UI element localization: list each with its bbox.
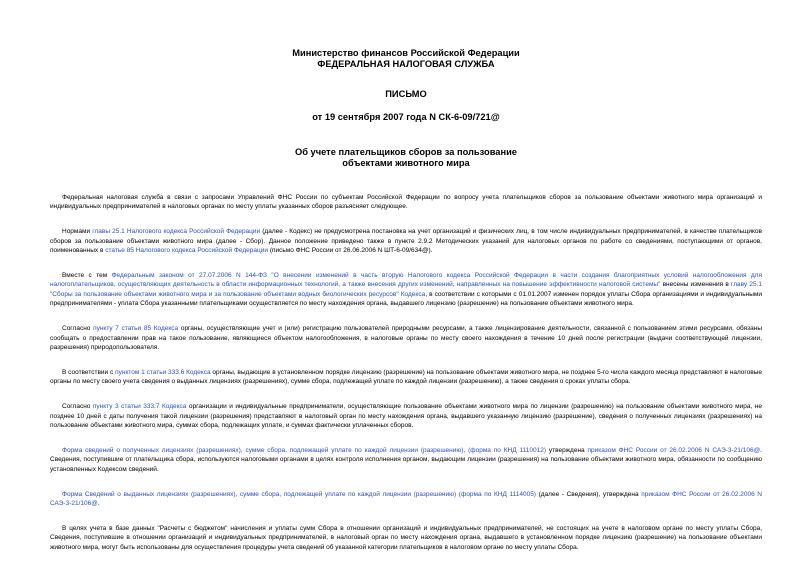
- link-article-85-point-7[interactable]: пункту 7 статьи 85 Кодекса: [93, 325, 179, 333]
- link-fns-order[interactable]: приказом ФНС России от 26.02.2006 N САЭ-3-21/106@: [587, 446, 761, 454]
- document-header: [50, 0, 762, 169]
- paragraph-text: органы, выдающие в установленном порядке лицензию (разрешение) на пользование объектами животного мира, не позднее 5-го числа каждого месяца представляют в налоговые органы по месту своего учета сведения о выданных лицензиях (разрешениях), сумме сбора, подлежащей уплате по каждой лицензии (разрешению), а также сведения о сроках уплаты сбора.: [50, 368, 763, 386]
- service-name: ФЕДЕРАЛЬНАЯ НАЛОГОВАЯ СЛУЖБА: [317, 59, 495, 69]
- paragraph-1: [50, 193, 762, 212]
- link-article-85[interactable]: статье 85 Налогового кодекса Российской Федерации: [105, 247, 269, 255]
- link-form-knd-1110012[interactable]: Форма сведений о полученных лицензиях (разрешениях), сумме сбора, подлежащей уплате по каждой лицензии (разрешению), (форма по КНД 1110012): [62, 446, 546, 454]
- paragraph-8: [50, 490, 762, 509]
- paragraph-text: (далее - Сведения), утверждена: [535, 490, 642, 498]
- paragraph-2: [50, 227, 762, 255]
- document-subject-line-1: Об учете плательщиков сборов за пользование: [295, 147, 517, 157]
- paragraph-3: [50, 271, 762, 309]
- paragraph-text: . Сведения, поступившие от плательщика сбора, используются налоговыми органами в целях контроля исполнения органом, выдающим лицензии (разрешения) на пользование объектами животного мира, обязанности по сообщению установленных Кодексом сведений.: [50, 446, 762, 473]
- paragraph-text: (далее - Кодекс) не предусмотрена постановка на учет организаций и физических лиц, в том числе индивидуальных предпринимателей, в качестве плательщиков сборов за пользование объектами животного мира (далее - Сбор). Данное положение приведено также в пункте 2.9.2 Методических указаний для налоговых органов по работе со сведениями, поступающими от органов, поименованных в: [50, 228, 762, 255]
- paragraph-text: В соответствии с: [62, 368, 116, 376]
- paragraph-text: Согласно: [62, 325, 94, 333]
- paragraph-text: , в соответствии с которыми с 01.01.2007 изменен порядок уплаты Сбора организациями и индивидуальными предпринимателями - уплата Сбора указанными плательщиками осуществляется по месту нахождения органа, выдавшего лицензию (разрешение) на пользование объектами животного мира.: [50, 290, 762, 308]
- paragraph-9: [50, 524, 762, 552]
- link-chapter-25-1-fees[interactable]: главу 25.1 "Сборы за пользование объектами животного мира и за пользование объектами водных биологических ресурсов" Кодекса: [50, 281, 763, 298]
- document-date-number: от 19 сентября 2007 года N СК-6-09/721@: [312, 112, 500, 122]
- paragraph-6: [50, 402, 762, 430]
- paragraph-text: Вместе с тем: [62, 272, 112, 280]
- link-chapter-25-1[interactable]: главы 25.1 Налогового кодекса Российской Федерации: [92, 228, 261, 236]
- document-subject-line-2: объектами животного мира: [342, 158, 470, 168]
- link-form-knd-1114005[interactable]: Форма Сведений о выданных лицензиях (разрешениях), сумме сбора, подлежащей уплате по каждой лицензии (разрешению) (форма по КНД 1114005): [62, 490, 536, 498]
- paragraph-text: Нормами: [62, 228, 93, 236]
- paragraph-text: утверждена: [546, 446, 588, 454]
- link-article-333-7[interactable]: пункту 3 статьи 333.7 Кодекса: [92, 403, 187, 411]
- paragraph-text: организации и индивидуальные предприниматели, осуществляющие пользование объектами животного мира по лицензии (разрешению) на пользование объектами животного мира, не позднее 10 дней с даты получения такой лицензии (разрешения) представляют в налоговый орган по месту нахождения органа, выдавшего указанную лицензию (разрешение), сведения о полученных лицензиях (разрешениях) на пользование объектами животного мира, суммах сбора, подлежащих уплате, и суммах фактически уплаченных сборов.: [50, 403, 762, 429]
- link-article-333-6[interactable]: пунктом 1 статьи 333.6 Кодекса: [115, 368, 211, 376]
- paragraph-5: [50, 368, 762, 387]
- link-federal-law-144[interactable]: Федеральным законом от 27.07.2006 N 144-ФЗ "О внесении изменений в часть вторую Налогового кодекса Российской Федерации в части создания благоприятных условий налогообложения для налогоплательщиков, осуществляющих деятельность в области информационных технологий, а также внесения других изменений, направленных на повышение эффективности налоговой системы": [50, 272, 762, 289]
- paragraph-text: Согласно: [62, 403, 93, 411]
- paragraph-7: [50, 446, 762, 474]
- paragraph-text: (письмо ФНС России от 26.06.2006 N ШТ-6-09/634@).: [268, 247, 433, 255]
- link-fns-order-2[interactable]: приказом ФНС России от 26.02.2006 N САЭ-3-21/106@: [50, 490, 762, 508]
- paragraph-text: органы, осуществляющие учет и (или) регистрацию пользователей природными ресурсами, а также лицензирование деятельности, связанной с пользованием этими ресурсами, обязаны сообщать о предоставлении прав на такое пользование, являющиеся объектом налогообложения, в налоговые органы по месту своего нахождения в течение 10 дней после регистрации (выдачи соответствующей лицензии, разрешения) природопользователя.: [50, 325, 762, 351]
- paragraph-text: В целях учета в базе данных "Расчеты с бюджетом" начисления и уплаты сумм Сбора в отношении организаций и индивидуальных предпринимателей, не состоящих на учете в налоговом органе по месту уплаты Сбора, Сведения, поступившие в отношении организаций и индивидуальных предпринимателей, в налоговый орган по месту нахождения органа, выдавшего в установленном порядке лицензию (разрешение) на пользование объектами животного мира, могут быть использованы для осуществления процедуры учета сведений об указанной категории плательщиков в налоговом органе по месту уплаты Сбора.: [50, 524, 762, 551]
- document-body: [50, 193, 762, 552]
- paragraph-4: [50, 324, 762, 352]
- ministry-name: Министерство финансов Российской Федерации: [292, 48, 520, 58]
- document-type: ПИСЬМО: [385, 89, 427, 99]
- paragraph-text: внесены изменения в: [660, 281, 731, 289]
- paragraph-text: Федеральная налоговая служба в связи с запросами Управлений ФНС России по субъектам Российской Федерации по вопросу учета плательщиков сборов за пользование объектами животного мира организаций и индивидуальных предпринимателей в налоговых органах по месту уплаты указанных сборов разъясняет следующее.: [50, 194, 762, 211]
- paragraph-text: .: [97, 500, 100, 508]
